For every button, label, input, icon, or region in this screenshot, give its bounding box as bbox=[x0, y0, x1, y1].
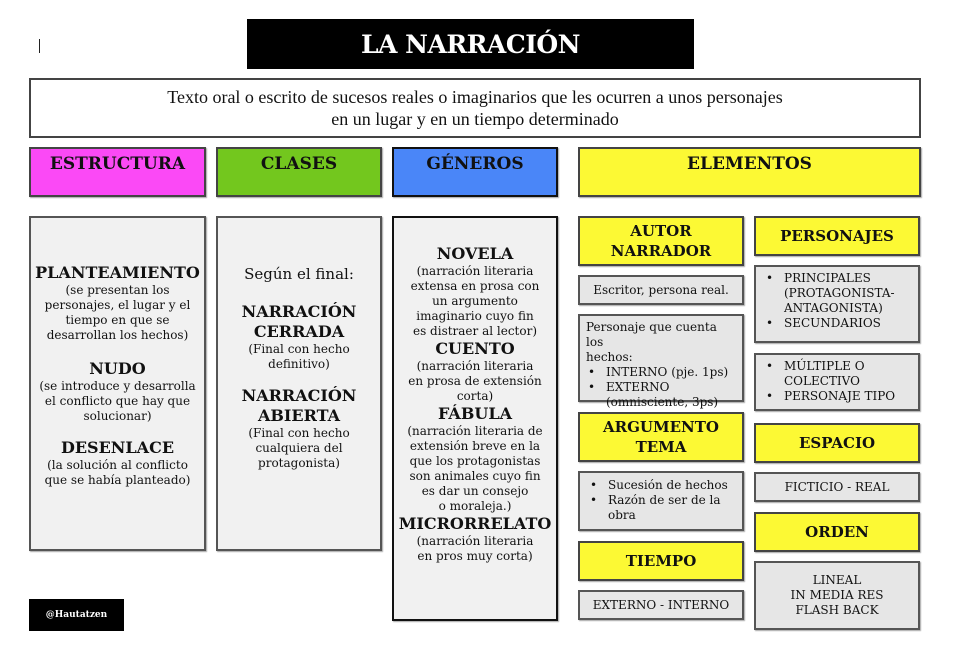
definition-box bbox=[29, 78, 921, 138]
clases-panel bbox=[216, 216, 382, 551]
personajes-group-1 bbox=[754, 265, 920, 343]
header-generos: GÉNEROS bbox=[392, 147, 558, 197]
term-microrrelato: MICRORRELATO bbox=[398, 514, 552, 533]
desc-novela: (narración literaria extensa en prosa con un argumento imaginario cuyo fin es distraer al lector) bbox=[410, 264, 540, 338]
desc-planteamiento: (se presentan los personajes, el lugar y el tiempo en que se desarrollan los hechos) bbox=[44, 283, 191, 342]
tiempo-header: TIEMPO bbox=[578, 541, 744, 581]
desc-narracion-cerrada: (Final con hecho definitivo) bbox=[248, 342, 350, 371]
header-clases: CLASES bbox=[216, 147, 382, 197]
header-estructura: ESTRUCTURA bbox=[29, 147, 206, 197]
orden-desc-box bbox=[754, 561, 920, 630]
orden-item-flash-back: FLASH BACK bbox=[795, 603, 879, 617]
autor-desc-box: Escritor, persona real. bbox=[578, 275, 744, 305]
term-planteamiento: PLANTEAMIENTO bbox=[35, 263, 200, 282]
narrador-desc-box: Personaje que cuenta los hechos: • INTERNO (pje. 1ps) • EXTERNO (omnisciente, 3ps) bbox=[578, 314, 744, 402]
term-cuento: CUENTO bbox=[435, 339, 515, 358]
espacio-desc-box: FICTICIO - REAL bbox=[754, 472, 920, 502]
text-cursor-mark bbox=[39, 39, 40, 53]
definition-line-2: en un lugar y en un tiempo determinado bbox=[331, 109, 619, 129]
personajes-item-multiple: • MÚLTIPLE O COLECTIVO bbox=[758, 359, 916, 389]
orden-item-in-media-res: IN MEDIA RES bbox=[790, 588, 884, 602]
tiempo-desc-box: EXTERNO - INTERNO bbox=[578, 590, 744, 620]
definition-line-1: Texto oral o escrito de sucesos reales o imaginarios que les ocurren a unos personajes bbox=[167, 87, 783, 107]
personajes-item-secundarios: • SECUNDARIOS bbox=[758, 316, 916, 331]
term-desenlace: DESENLACE bbox=[60, 438, 175, 457]
term-narracion-abierta: NARRACIÓN ABIERTA bbox=[241, 386, 357, 425]
term-novela: NOVELA bbox=[436, 244, 514, 263]
personajes-group-2 bbox=[754, 353, 920, 411]
argumento-desc-box bbox=[578, 471, 744, 531]
argumento-tema-header: ARGUMENTO TEMA bbox=[578, 412, 744, 462]
desc-nudo: (se introduce y desarrolla el conflicto que hay que solucionar) bbox=[39, 379, 196, 423]
clases-intro: Según el final: bbox=[244, 265, 354, 283]
desc-cuento: (narración literaria en prosa de extensión corta) bbox=[408, 359, 542, 403]
author-handle-badge: @Hautatzen bbox=[29, 599, 124, 631]
narrador-item-externo: • EXTERNO (omnisciente, 3ps) bbox=[580, 380, 736, 410]
desc-desenlace: (la solución al conflicto que se había planteado) bbox=[44, 458, 191, 487]
generos-panel bbox=[392, 216, 558, 621]
term-fabula: FÁBULA bbox=[438, 404, 512, 423]
header-elementos: ELEMENTOS bbox=[578, 147, 921, 197]
argumento-item-sucesion: • Sucesión de hechos bbox=[582, 478, 740, 493]
narrador-item-interno: • INTERNO (pje. 1ps) bbox=[580, 365, 736, 380]
autor-narrador-header: AUTOR NARRADOR bbox=[578, 216, 744, 266]
term-nudo: NUDO bbox=[89, 359, 146, 378]
orden-header: ORDEN bbox=[754, 512, 920, 552]
personajes-item-tipo: • PERSONAJE TIPO bbox=[758, 389, 916, 404]
term-narracion-cerrada: NARRACIÓN CERRADA bbox=[241, 302, 357, 341]
argumento-item-razon: • Razón de ser de la obra bbox=[582, 493, 740, 523]
page-title: LA NARRACIÓN bbox=[247, 19, 694, 69]
espacio-header: ESPACIO bbox=[754, 423, 920, 463]
desc-narracion-abierta: (Final con hecho cualquiera del protagonista) bbox=[248, 426, 350, 470]
desc-fabula: (narración literaria de extensión breve en la que los protagonistas son animales cuyo fin es dar un consejo o moraleja.) bbox=[407, 424, 543, 513]
desc-microrrelato: (narración literaria en pros muy corta) bbox=[416, 534, 534, 563]
orden-item-lineal: LINEAL bbox=[812, 573, 862, 587]
estructura-panel bbox=[29, 216, 206, 551]
personajes-header: PERSONAJES bbox=[754, 216, 920, 256]
personajes-item-principales: • PRINCIPALES (PROTAGONISTA- ANTAGONISTA) bbox=[758, 271, 916, 316]
